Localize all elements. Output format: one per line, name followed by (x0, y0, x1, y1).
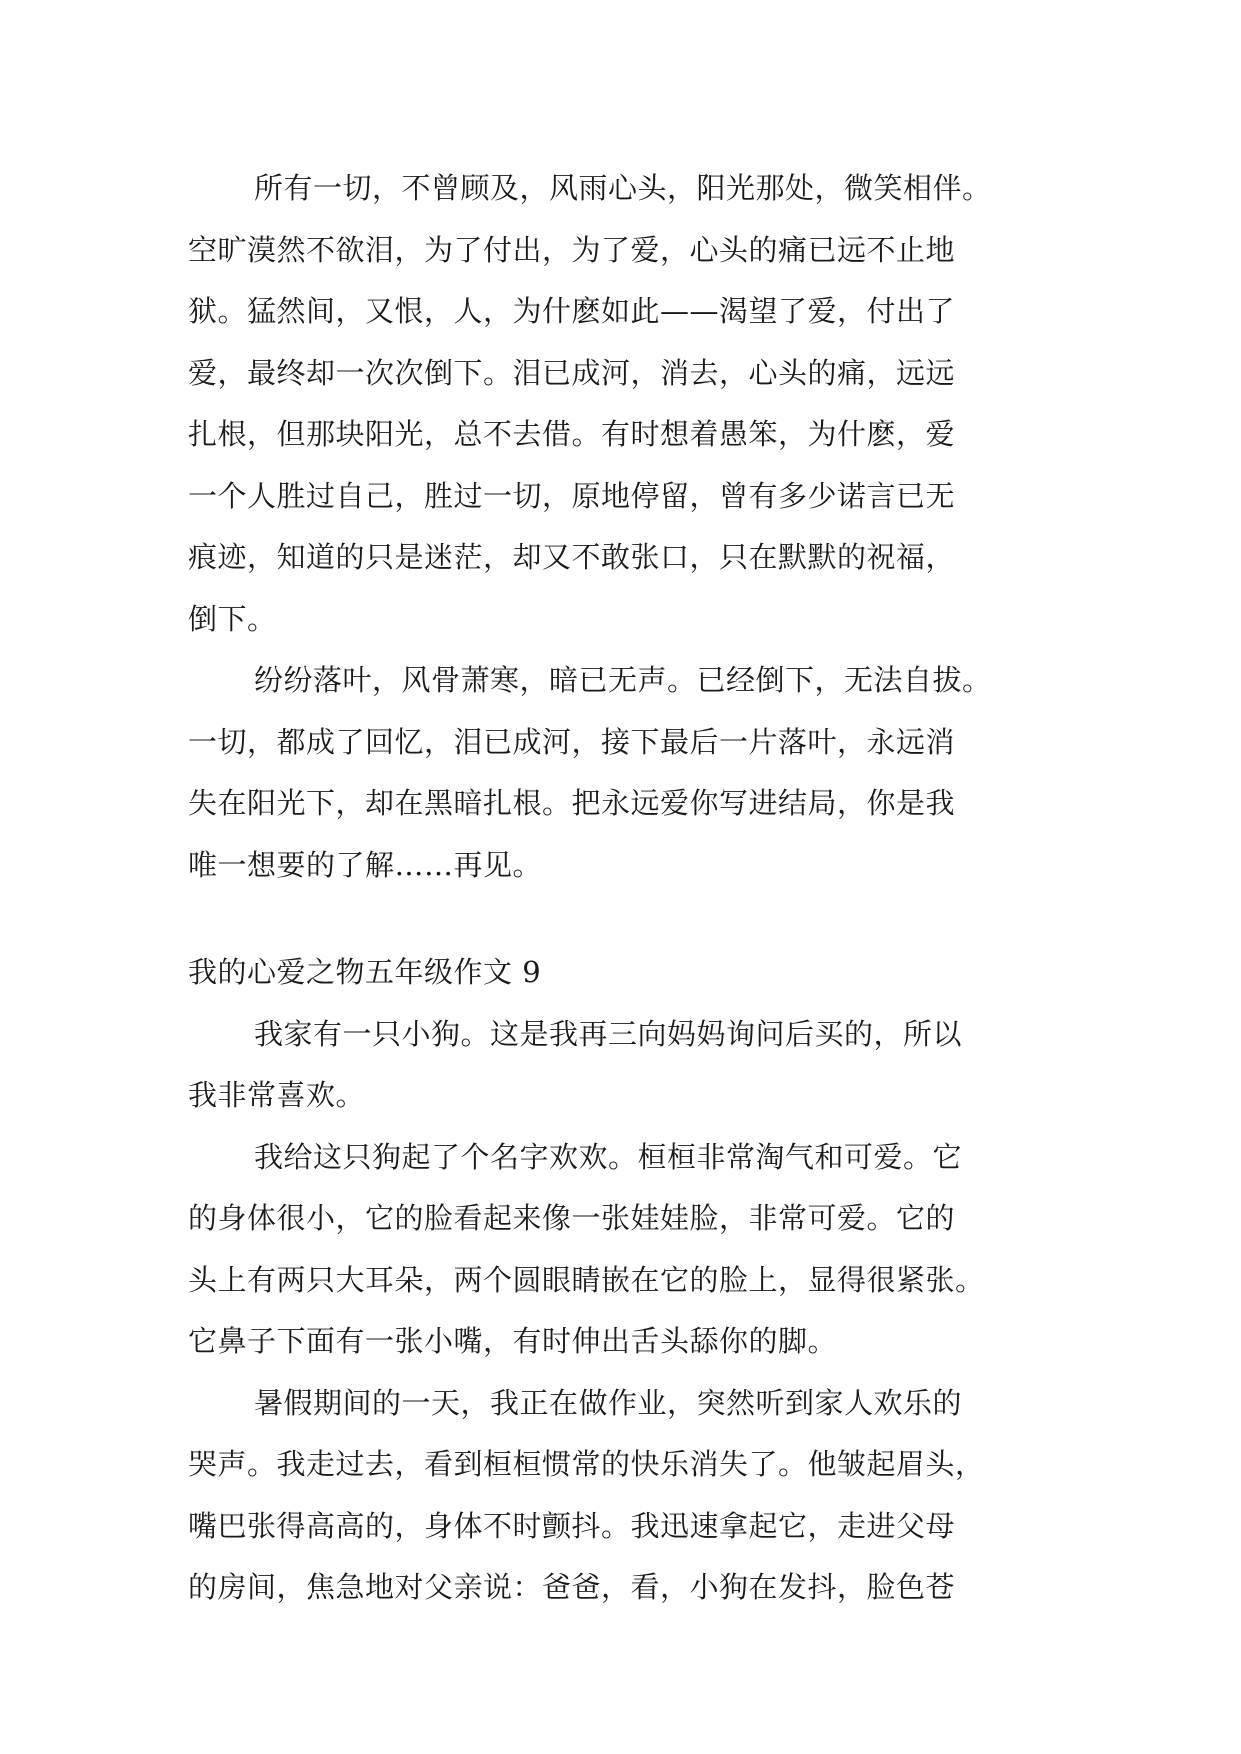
text-line: 倒下。 (188, 601, 277, 636)
text-line: 的身体很小，它的脸看起来像一张娃娃脸，非常可爱。它的 (188, 1201, 956, 1235)
text-line: 唯一想要的了解……再见。 (188, 847, 543, 882)
text-line: 的房间，焦急地对父亲说：爸爸，看，小狗在发抖，脸色苍 (188, 1570, 956, 1604)
text-line: 嘴巴张得高高的，身体不时颤抖。我迅速拿起它，走进父母 (188, 1508, 956, 1543)
text-line: 暑假期间的一天，我正在做作业，突然听到家人欢乐的 (254, 1385, 963, 1420)
text-line: 扎根，但那块阳光，总不去借。有时想着愚笨，为什麽，爱 (188, 417, 956, 451)
text-line: 头上有两只大耳朵，两个圆眼睛嵌在它的脸上，显得很紧张。 (188, 1262, 985, 1297)
essay-section-9 (188, 942, 1068, 1619)
essay-passage-continued (188, 158, 1068, 896)
text-line: 爱，最终却一次次倒下。泪已成河，消去，心头的痛，远远 (188, 355, 956, 390)
text-line: 我家有一只小狗。这是我再三向妈妈询问后买的，所以 (254, 1016, 963, 1051)
text-line: 哭声。我走过去，看到桓桓惯常的快乐消失了。他皱起眉头， (188, 1447, 985, 1481)
essay-heading: 我的心爱之物五年级作文 9 (188, 955, 542, 989)
text-line: 我给这只狗起了个名字欢欢。桓桓非常淘气和可爱。它 (254, 1139, 963, 1174)
text-line: 所有一切，不曾顾及，风雨心头，阳光那处，微笑相伴。 (254, 171, 992, 205)
text-line: 失在阳光下，却在黑暗扎根。把永远爱你写进结局，你是我 (188, 786, 956, 820)
text-line: 它鼻子下面有一张小嘴，有时伸出舌头舔你的脚。 (188, 1324, 838, 1358)
text-line: 我非常喜欢。 (188, 1078, 366, 1112)
text-line: 狱。猛然间，又恨，人，为什麽如此——渴望了爱，付出了 (188, 294, 956, 328)
text-line: 一切，都成了回忆，泪已成河，接下最后一片落叶，永远消 (188, 724, 956, 759)
text-line: 空旷漠然不欲泪，为了付出，为了爱，心头的痛已远不止地 (188, 232, 956, 267)
text-line: 痕迹，知道的只是迷茫，却又不敢张口，只在默默的祝福， (188, 540, 956, 574)
text-line: 纷纷落叶，风骨萧寒，暗已无声。已经倒下，无法自拔。 (254, 663, 992, 697)
text-line: 一个人胜过自己，胜过一切，原地停留，曾有多少诺言已无 (188, 478, 956, 513)
